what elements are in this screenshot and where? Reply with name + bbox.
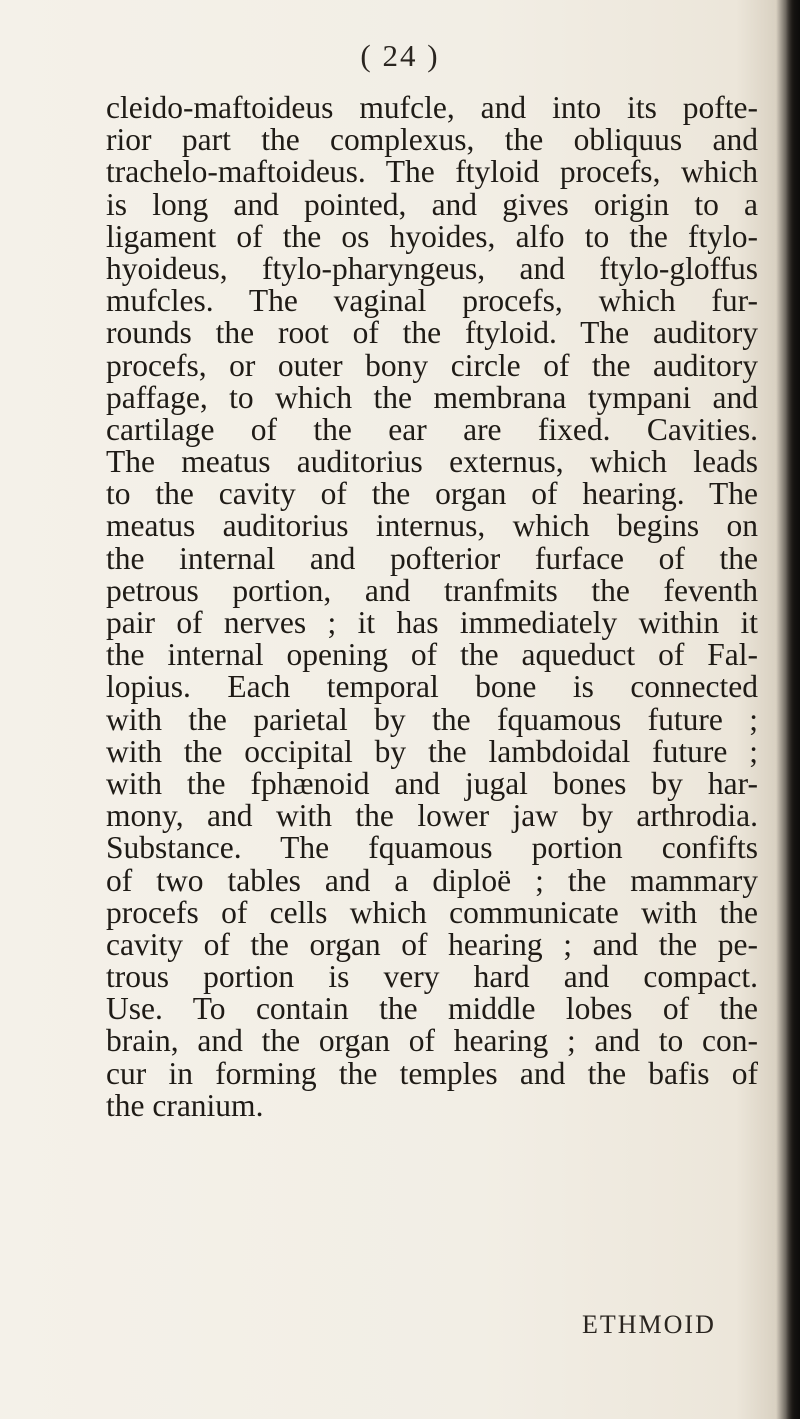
text-line: pair of nerves ; it has immediately within it: [106, 605, 758, 640]
text-line: the internal opening of the aqueduct of Fal-: [106, 637, 758, 673]
text-line: with the parietal by the fquamous future ;: [106, 701, 758, 737]
text-line: meatus auditorius internus, which begins on: [106, 508, 758, 544]
text-line: rounds the root of the ftyloid. The auditory: [106, 315, 758, 351]
text-line: cartilage of the ear are fixed. Cavities.: [106, 411, 758, 447]
text-line: the internal and pofterior furface of the: [106, 540, 758, 576]
text-line: with the occipital by the lambdoidal future ;: [106, 733, 758, 769]
text-line: cur in forming the temples and the bafis of: [106, 1055, 758, 1091]
text-line: lopius. Each temporal bone is connected: [106, 669, 758, 705]
text-line: mufcles. The vaginal procefs, which fur-: [106, 283, 758, 319]
text-line: cleido-maftoideus mufcle, and into its pofte-: [106, 90, 758, 125]
catchword: ETHMOID: [582, 1310, 716, 1339]
text-line: paffage, to which the membrana tympani and: [106, 379, 758, 415]
text-line: is long and pointed, and gives origin to a: [106, 186, 758, 222]
text-line: The meatus auditorius externus, which leads: [106, 444, 758, 480]
text-line: trous portion is very hard and compact.: [106, 959, 758, 995]
text-line: rior part the complexus, the obliquus and: [106, 122, 758, 158]
page-binding-edge: [786, 0, 800, 1419]
text-line: Use. To contain the middle lobes of the: [106, 991, 758, 1027]
text-line: with the fphænoid and jugal bones by har-: [106, 765, 758, 801]
text-line: Substance. The fquamous portion confifts: [106, 830, 758, 866]
text-line: trachelo-maftoideus. The ftyloid procefs, which: [106, 154, 758, 190]
text-line: the cranium.: [106, 1087, 264, 1123]
text-line: procefs of cells which communicate with the: [106, 894, 758, 930]
text-line: petrous portion, and tranfmits the feventh: [106, 572, 758, 608]
page-number-header: ( 24 ): [360, 38, 440, 73]
text-line: of two tables and a diploë ; the mammary: [106, 862, 758, 898]
text-line: to the cavity of the organ of hearing. The: [106, 476, 758, 512]
text-line: cavity of the organ of hearing ; and the pe-: [106, 926, 758, 962]
text-line: ligament of the os hyoides, alfo to the ftylo-: [106, 218, 758, 254]
text-line: procefs, or outer bony circle of the auditory: [106, 347, 758, 383]
text-line: brain, and the organ of hearing ; and to con-: [106, 1023, 758, 1059]
text-line: hyoideus, ftylo-pharyngeus, and ftylo-gloffus: [106, 250, 758, 286]
body-text: [106, 92, 758, 1122]
text-line: mony, and with the lower jaw by arthrodia.: [106, 798, 758, 834]
